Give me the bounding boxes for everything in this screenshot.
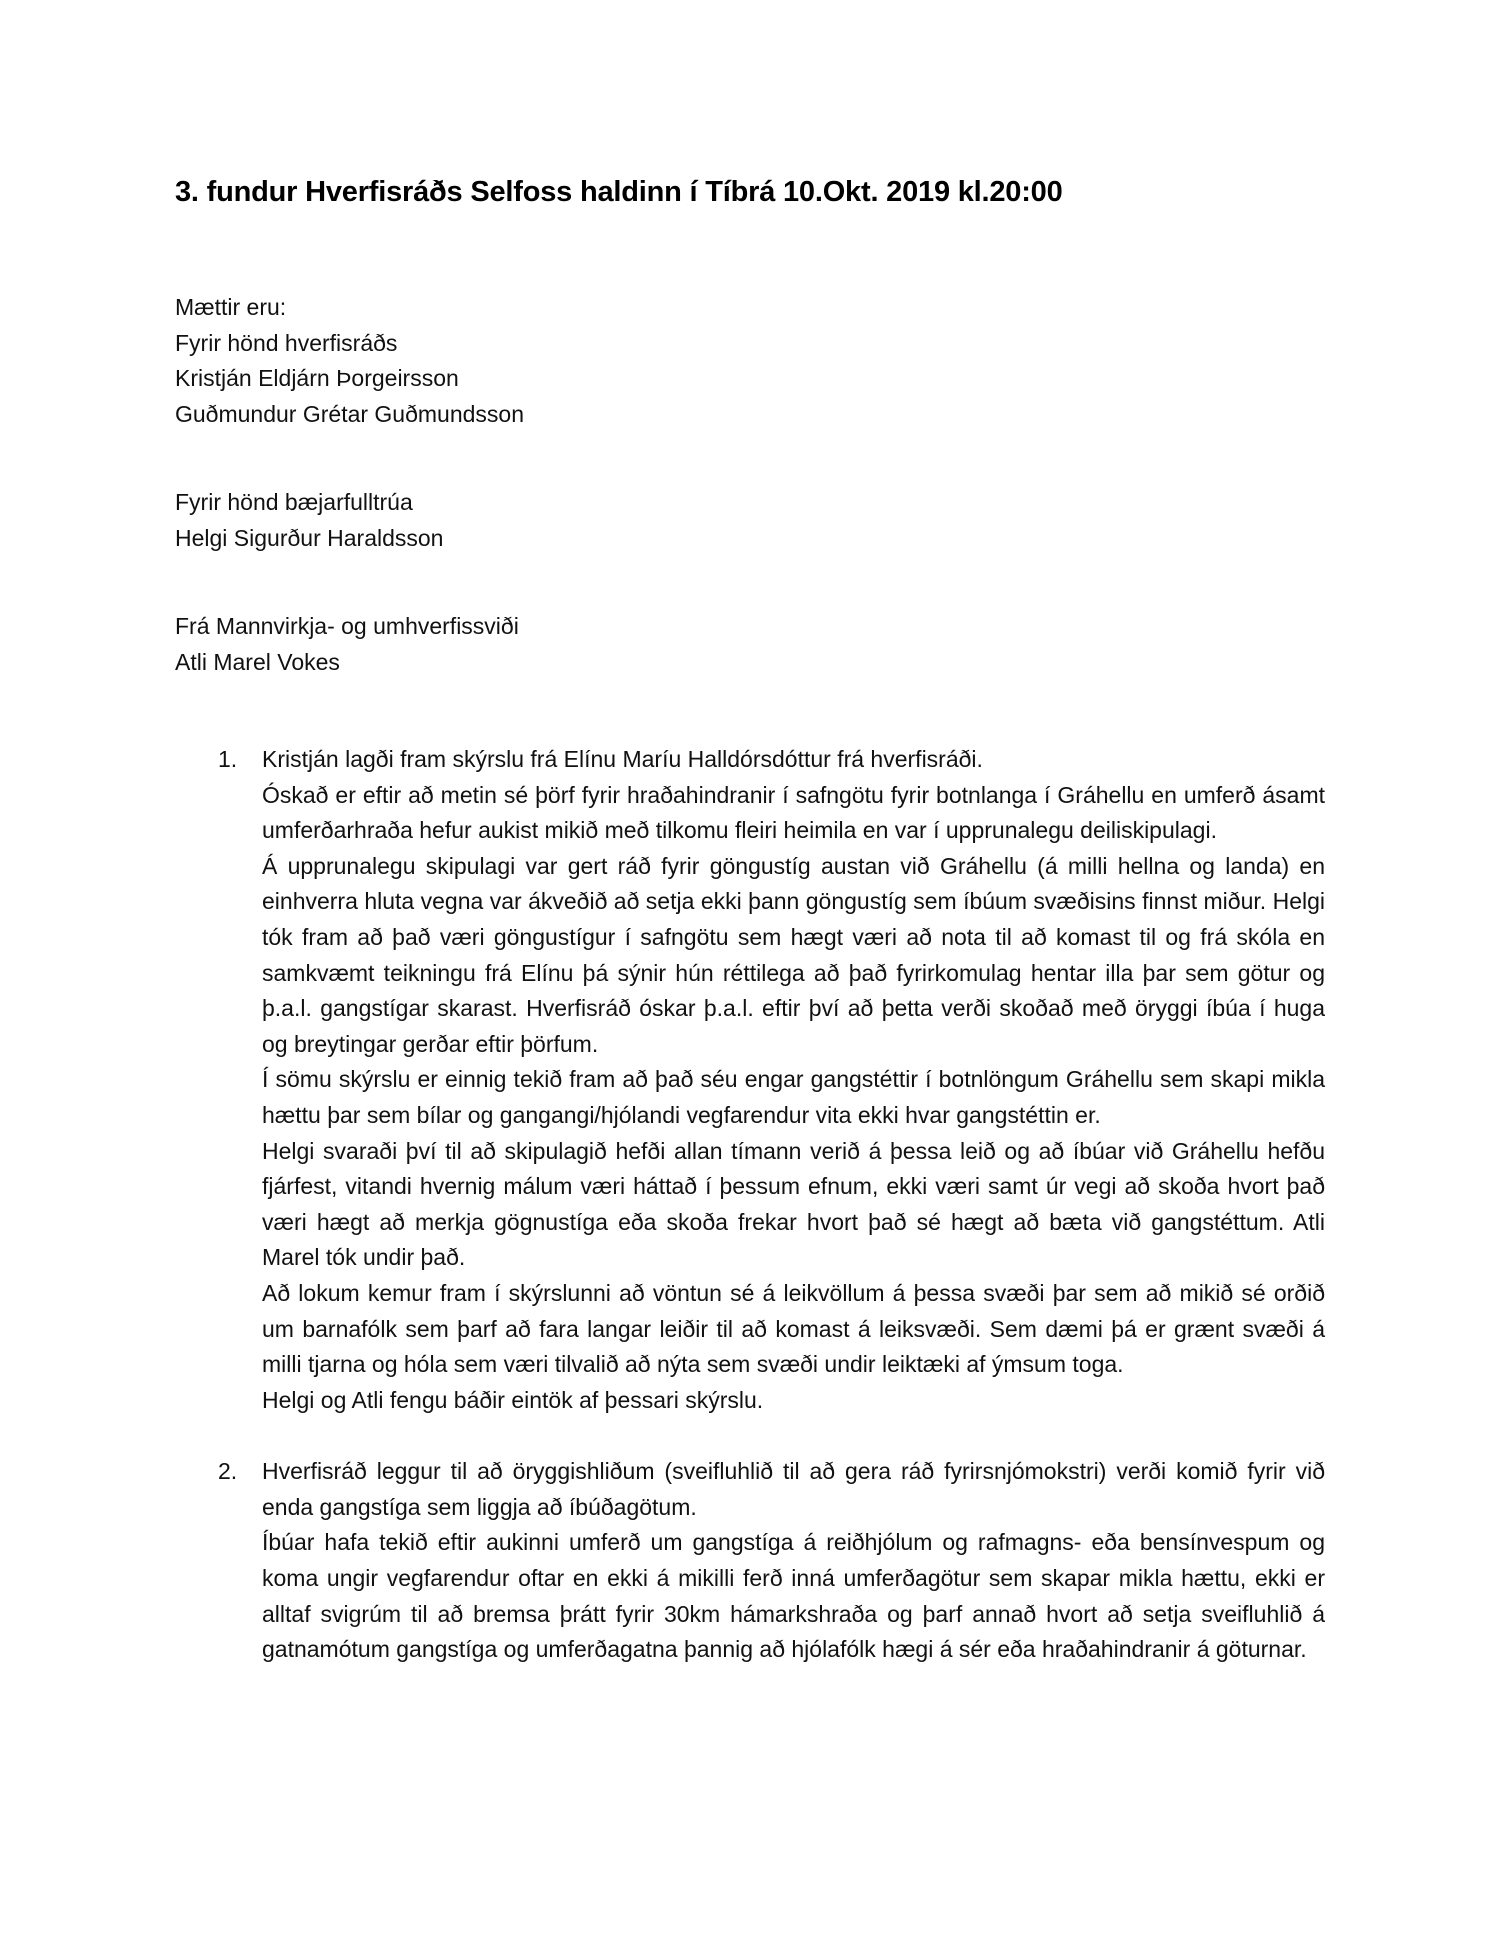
item-paragraph: Á upprunalegu skipulagi var gert ráð fyrir göngustíg austan við Gráhellu (á milli hellna og landa) en einhverra hluta vegna var ákveðið að setja ekki þann göngustíg sem íbúum svæðisins finnst miður. Helgi tók fram að það væri göngustígur í safngötu sem hægt væri að nota til að komast til og frá skóla en samkvæmt teikningu frá Elínu þá sýnir hún réttilega að það fyrirkomulag hentar illa þar sem götur og þ.a.l. gangstígar skarast. Hverfisráð óskar þ.a.l. eftir því að þetta verði skoðað með öryggi íbúa í huga og breytingar gerðar eftir þörfum. bbox=[262, 852, 1325, 1057]
item-number: 2. bbox=[218, 1458, 238, 1485]
attendee-name: Guðmundur Grétar Guðmundsson bbox=[175, 400, 525, 427]
item-number: 1. bbox=[218, 746, 238, 772]
attendee-name: Helgi Sigurður Haraldsson bbox=[175, 524, 444, 551]
agenda-item-1 bbox=[175, 742, 1325, 1418]
agenda-items bbox=[175, 742, 1325, 1668]
item-paragraph: Helgi og Atli fengu báðir eintök af þessari skýrslu. bbox=[262, 1386, 764, 1413]
item-paragraph: Að lokum kemur fram í skýrslunni að vöntun sé á leikvöllum á þessa svæði þar sem að mikið sé orðið um barnafólk sem þarf að fara langar leiðir til að komast á leiksvæði. Sem dæmi þá er grænt svæði á milli tjarna og hóla sem væri tilvalið að nýta sem svæði undir leiktæki af ýmsum toga. bbox=[262, 1279, 1325, 1378]
attendee-name: Atli Marel Vokes bbox=[175, 648, 340, 675]
attendance-group-infrastructure-division bbox=[175, 609, 524, 680]
group-label: Fyrir hönd hverfisráðs bbox=[175, 329, 398, 356]
item-paragraph: Í sömu skýrslu er einnig tekið fram að það séu engar gangstéttir í botnlöngum Gráhellu sem skapi mikla hættu þar sem bílar og gangangi/hjólandi vegfarendur vita ekki hvar gangstéttin er. bbox=[262, 1066, 1325, 1128]
item-paragraph: Kristján lagði fram skýrslu frá Elínu Maríu Halldórsdóttur frá hverfisráði. bbox=[262, 746, 983, 772]
item-paragraph: Helgi svaraði því til að skipulagið hefði allan tímann verið á þessa leið og að íbúar við Gráhellu hefðu fjárfest, vitandi hvernig málum væri háttað í þessum efnum, ekki væri samt úr vegi að skoða hvort það væri hægt að merkja gögnustíga eða skoða frekar hvort það sé hægt að bæta við gangstéttum. Atli Marel tók undir það. bbox=[262, 1137, 1325, 1271]
attendance-group-neighborhood-council bbox=[175, 326, 524, 433]
spacer bbox=[175, 556, 524, 609]
agenda-item-2 bbox=[175, 1454, 1325, 1668]
attendance-heading: Mættir eru: bbox=[175, 294, 287, 320]
attendance-group-town-councillors bbox=[175, 485, 524, 556]
group-label: Fyrir hönd bæjarfulltrúa bbox=[175, 489, 413, 515]
item-paragraph: Íbúar hafa tekið eftir aukinni umferð um gangstíga á reiðhjólum og rafmagns- eða bensínvespum og koma ungir vegfarendur oftar en ekki á mikilli ferð inná umferðagötur sem skapar mikla hættu, ekki er alltaf svigrúm til að bremsa þrátt fyrir 30km hámarkshraða og þarf annað hvort að setja sveifluhlið á gatnamótum gangstíga og umferðagatna þannig að hjólafólk hægi á sér eða hraðahindranir á göturnar. bbox=[262, 1529, 1325, 1663]
item-paragraph: Óskað er eftir að metin sé þörf fyrir hraðahindranir í safngötu fyrir botnlanga í Gráhellu en umferð ásamt umferðarhraða hefur aukist mikið með tilkomu fleiri heimila en var í upprunalegu deiliskipulagi. bbox=[262, 781, 1325, 844]
page-title: 3. fundur Hverfisráðs Selfoss haldinn í Tíbrá 10.Okt. 2019 kl.20:00 bbox=[175, 176, 1063, 208]
attendee-name: Kristján Eldjárn Þorgeirsson bbox=[175, 365, 459, 391]
spacer bbox=[175, 432, 524, 485]
group-label: Frá Mannvirkja- og umhverfissviði bbox=[175, 613, 519, 639]
item-paragraph: Hverfisráð leggur til að öryggishliðum (sveifluhlið til að gera ráð fyrirsnjómokstri) verði komið fyrir við enda gangstíga sem liggja að íbúðagötum. bbox=[262, 1458, 1325, 1520]
attendance-section bbox=[175, 290, 524, 680]
